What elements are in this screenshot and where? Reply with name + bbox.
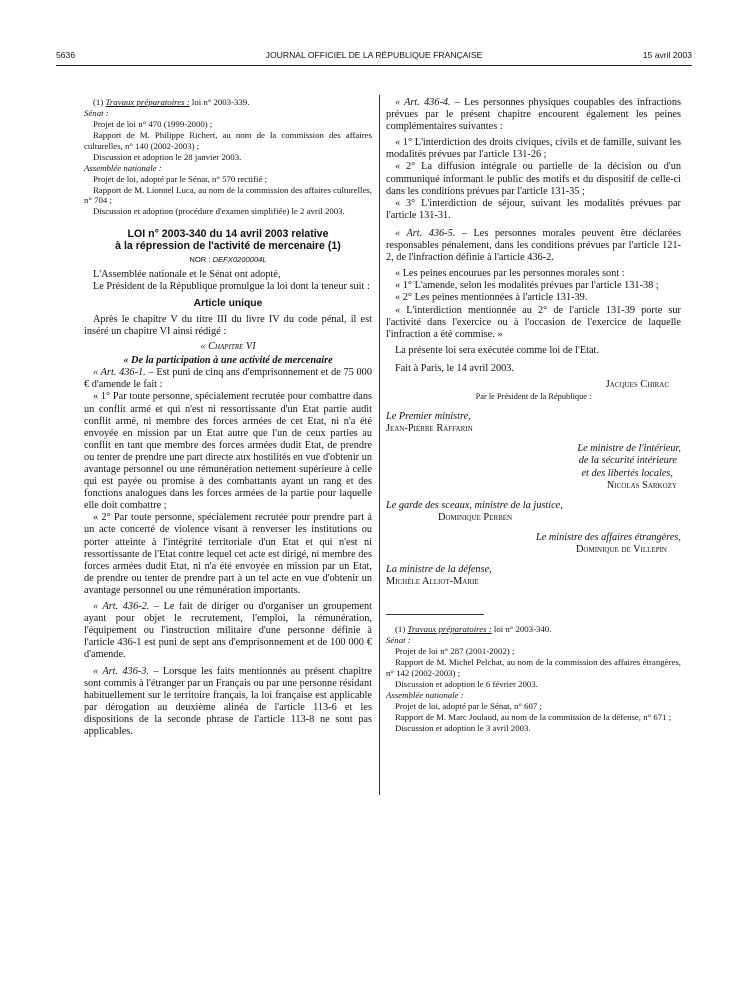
par-le-president: Par le Président de la République : <box>475 392 592 402</box>
article-436-4 <box>386 97 681 133</box>
note-lead: (1) <box>93 97 104 107</box>
note-label: Travaux préparatoires : <box>407 624 492 635</box>
nor-code: DEFX0200004L <box>212 254 267 264</box>
prep-note <box>84 97 372 108</box>
article-number: « Art. 436-4. <box>395 97 451 108</box>
nor-reference <box>84 254 372 266</box>
foreign-affairs-signature: Dominique de Villepin <box>576 544 667 555</box>
article-heading: Article unique <box>193 297 263 309</box>
defense-signature: Michèle Alliot-Marie <box>386 576 479 588</box>
article-paragraph: « 2° Par toute personne, spécialement recrutée pour prendre part à un acte concerté de violence visant à renverser les institutions ou porter atteinte à l'intégrité territoriale d'un Etat et qui n'est ni ressortissante de l'Etat contre lequel cet acte est dirigé, ni membre des forces armées dudit Etat, ni n'a été envoyée en mission par un Etat, de prendre ou tenter de prendre part à un tel acte en vue d'obtenir un avantage personnel ou une rémunération importants. <box>84 512 372 596</box>
pm-signature: Jean-Pierre Raffarin <box>386 423 473 435</box>
article-text: – Les personnes morales peuvent être déclarées responsables pénalement, dans les conditions prévues par l'article 121-2, de l'infraction définie à l'article 436-2. <box>386 227 681 264</box>
article-paragraph: « Les peines encourues par les personnes morales sont : <box>395 268 625 280</box>
interior-title: Le ministre de l'intérieur, <box>577 443 681 455</box>
article-text: – Lorsque les faits mentionnés au présent chapitre sont commis à l'étranger par un Français ou par une personne résidant habituellement sur le territoire français, la loi française est applicable par dérogation au deuxième alinéa de l'article 113-6 et les dispositions de la seconde phrase de l'article 113-8 ne sont pas applicables. <box>84 665 372 737</box>
list-item: Projet de loi, adopté par le Sénat, n° 607 ; <box>395 700 542 711</box>
note-lead: (1) <box>395 624 406 635</box>
law-title <box>84 228 372 252</box>
an-label: Assemblée nationale : <box>386 689 464 700</box>
article-436-3 <box>84 666 372 739</box>
intro-paragraph: Le Président de la République promulgue la loi dont la teneur suit : <box>93 280 370 292</box>
note-ref: loi n° 2003-339. <box>189 97 250 107</box>
page-header <box>56 50 692 62</box>
senat-label: Sénat : <box>386 635 411 646</box>
list-item: Projet de loi, adopté par le Sénat, n° 570 rectifié ; <box>93 173 268 184</box>
article-paragraph: « 1° L'interdiction des droits civiques, civils et de famille, suivant les modalités prévues par l'article 131-26 ; <box>386 137 681 161</box>
article-paragraph: « 1° Par toute personne, spécialement recrutée pour combattre dans un conflit armé et qui n'est ni ressortissante d'un Etat partie audit conflit armé, ni membre des forces armées de cet Etat, ni n'a été envoyée en mission par un Etat autre que l'un de ceux parties au conflit en tant que membre des forces armées dudit Etat, de prendre ou tenter de prendre une part directe aux hostilités en vue d'obtenir un avantage personnel ou une rémunération nettement supérieure à celle qui est payée ou promise à des combattants ayant un rang et des fonctions analogues dans les forces armées de la partie pour laquelle elle doit combattre ; <box>84 391 372 512</box>
article-text: – Les personnes physiques coupables des infractions prévues par le présent chapitre encourent également les peines complémentaires suivantes : <box>386 97 681 133</box>
prep-note <box>386 624 681 635</box>
interior-signature: Nicolas Sarkozy <box>606 479 677 491</box>
article-436-5 <box>386 228 681 264</box>
article-number: « Art. 436-5. <box>395 227 456 239</box>
article-intro: Après le chapitre V du titre III du livre IV du code pénal, il est inséré un chapitre VI ainsi rédigé : <box>84 313 372 337</box>
president-signature: Jacques Chirac <box>605 378 669 390</box>
interior-title: de la sécurité intérieure <box>578 455 677 467</box>
senat-label: Sénat : <box>84 108 109 118</box>
article-number: « Art. 436-1. <box>93 367 146 379</box>
signing-place-date: Fait à Paris, le 14 avril 2003. <box>395 362 514 374</box>
execution-clause: La présente loi sera exécutée comme loi de l'Etat. <box>395 344 599 356</box>
column-divider <box>379 95 380 795</box>
justice-signature: Dominique Perben <box>438 511 513 523</box>
article-number: « Art. 436-2. <box>93 601 150 613</box>
article-paragraph: « L'interdiction mentionnée au 2° de l'article 131-39 porte sur l'activité dans l'exercice ou à l'occasion de l'exercice de laquelle l'infraction a été commise. » <box>386 304 681 340</box>
interior-title: et des libertés locales, <box>581 467 673 479</box>
defense-title: La ministre de la défense, <box>386 564 492 576</box>
an-label: Assemblée nationale : <box>84 162 162 173</box>
list-item: Rapport de M. Marc Joulaud, au nom de la commission de la défense, n° 671 ; <box>395 711 672 722</box>
page-number: 5636 <box>56 50 76 60</box>
list-item: Discussion et adoption (procédure d'examen simplifiée) le 2 avril 2003. <box>93 206 345 216</box>
issue-date: 15 avril 2003 <box>642 50 692 60</box>
article-paragraph: « 2° Les peines mentionnées à l'article 131-39. <box>395 292 588 304</box>
left-column <box>84 97 372 738</box>
law-title-line-2: à la répression de l'activité de mercenaire (1) <box>115 239 341 252</box>
list-item: Discussion et adoption le 3 avril 2003. <box>395 722 531 733</box>
article-number: « Art. 436-3. <box>93 665 150 677</box>
prep-notes-340 <box>386 624 681 733</box>
note-label: Travaux préparatoires : <box>105 97 190 107</box>
right-column <box>386 97 681 734</box>
article-text: – Est puni de cinq ans d'emprisonnement et de 75 000 € d'amende le fait : <box>84 367 372 391</box>
list-item: Rapport de M. Lionnel Luca, au nom de la commission des affaires culturelles, n° 704 ; <box>84 184 372 205</box>
footnote-rule <box>386 614 484 615</box>
journal-title: JOURNAL OFFICIEL DE LA RÉPUBLIQUE FRANÇAISE <box>265 50 483 60</box>
article-paragraph: « 2° La diffusion intégrale ou partielle de la décision ou d'un communiqué informant le public des motifs et du dispositif de celle-ci dans les conditions prévues par l'article 131-35 ; <box>386 161 681 197</box>
list-item: Projet de loi n° 287 (2001-2002) ; <box>395 646 515 657</box>
list-item: Discussion et adoption le 6 février 2003. <box>395 678 538 689</box>
article-text: – Le fait de diriger ou d'organiser un groupement ayant pour objet le recrutement, l'emploi, la rémunération, l'équipement ou l'instruction militaire d'une personne définie à l'article 436-1 est puni de sept ans d'emprisonnement et de 100 000 € d'amende. <box>84 601 372 661</box>
law-title-line-1: LOI n° 2003-340 du 14 avril 2003 relative <box>127 227 329 240</box>
chapter-title: « De la participation à une activité de mercenaire <box>123 355 333 367</box>
note-ref: loi n° 2003-340. <box>491 624 552 635</box>
article-paragraph: « 3° L'interdiction de séjour, suivant les modalités prévues par l'article 131-31. <box>386 197 681 221</box>
article-436-1 <box>84 367 372 391</box>
article-paragraph: « 1° L'amende, selon les modalités prévues par l'article 131-38 ; <box>395 280 659 292</box>
list-item: Projet de loi n° 470 (1999-2000) ; <box>93 119 213 129</box>
list-item: Rapport de M. Michel Pelchat, au nom de la commission des affaires étrangères, n° 142 (2002-2003) ; <box>386 657 681 678</box>
article-436-2 <box>84 601 372 661</box>
header-rule <box>56 65 692 66</box>
list-item: Discussion et adoption le 28 janvier 2003. <box>93 151 242 162</box>
nor-label: NOR : <box>189 254 213 264</box>
pm-title: Le Premier ministre, <box>386 411 471 423</box>
justice-title: Le garde des sceaux, ministre de la justice, <box>386 499 563 511</box>
prep-notes-339 <box>84 97 372 217</box>
intro-paragraph: L'Assemblée nationale et le Sénat ont adopté, <box>93 268 281 280</box>
list-item: Rapport de M. Philippe Richert, au nom de la commission des affaires culturelles, n° 140 (2002-2003) ; <box>84 130 372 151</box>
chapter-heading: « Chapitre VI <box>200 341 256 353</box>
foreign-affairs-title: Le ministre des affaires étrangères, <box>535 531 681 543</box>
